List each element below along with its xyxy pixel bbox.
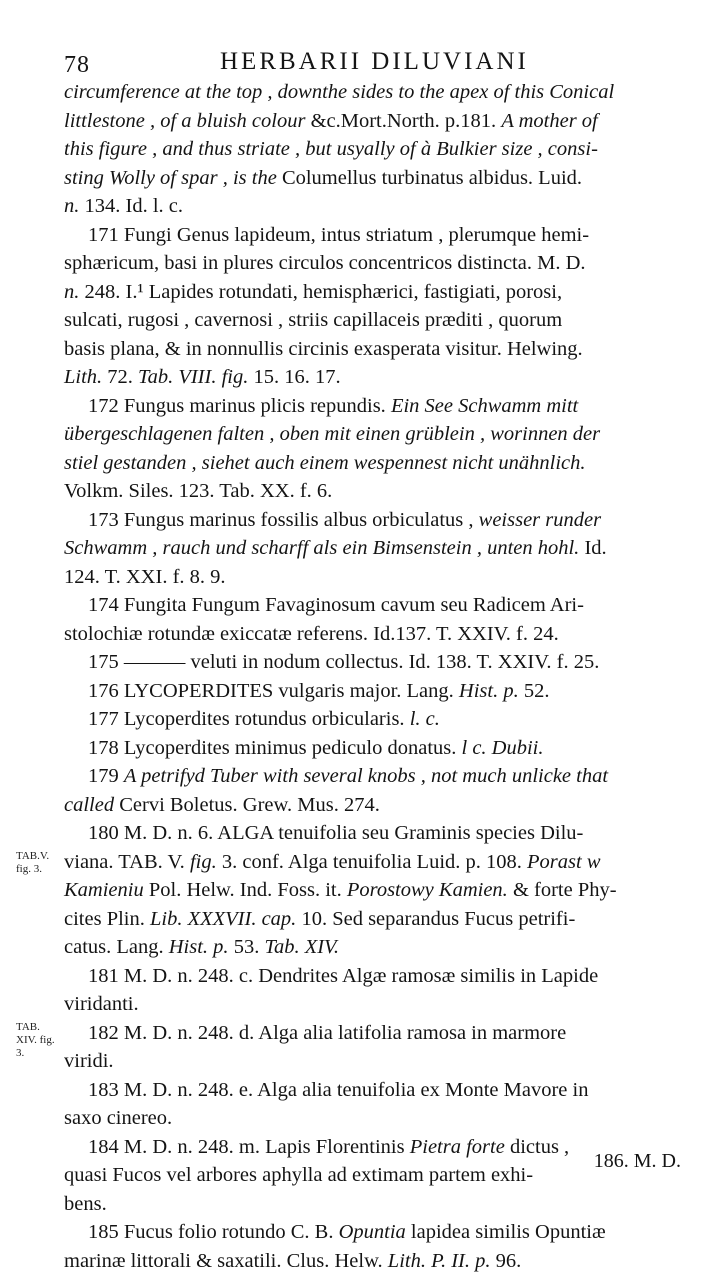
roman-text: 171 Fungi Genus lapideum, intus striatum , plerumque hemi-	[88, 224, 589, 246]
roman-text: 180 M. D. n. 6. ALGA tenuifolia seu Graminis species Dilu-	[88, 822, 583, 844]
text-line	[64, 677, 686, 706]
text-line	[64, 420, 686, 449]
text-line	[64, 249, 686, 278]
text-line	[64, 1247, 686, 1275]
roman-text: basis plana, & in nonnullis circinis exasperata visitur. Helwing.	[64, 338, 583, 360]
text-line	[64, 306, 686, 335]
roman-text: Columellus turbinatus albidus. Luid.	[282, 167, 582, 189]
roman-text: 172 Fungus marinus plicis repundis.	[88, 395, 391, 417]
roman-text: 174 Fungita Fungum Favaginosum cavum seu Radicem Ari-	[88, 594, 584, 616]
roman-text: viridanti.	[64, 993, 139, 1015]
italic-text: weisser runder	[479, 509, 601, 531]
text-line	[64, 164, 686, 193]
roman-text: 183 M. D. n. 248. e. Alga alia tenuifolia ex Monte Mavore in	[88, 1079, 588, 1101]
italic-text: Pietra forte	[410, 1136, 510, 1158]
italic-text: Hist. p.	[459, 680, 524, 702]
text-line	[64, 506, 686, 535]
text-line	[64, 648, 686, 677]
roman-text: 177 Lycoperdites rotundus orbicularis.	[88, 708, 410, 730]
italic-text: Lith. P. II. p.	[388, 1250, 496, 1272]
text-line	[64, 990, 686, 1019]
text-line	[64, 107, 686, 136]
roman-text: 3. conf. Alga tenuifolia Luid. p. 108.	[222, 851, 527, 873]
text-line	[64, 1076, 686, 1105]
roman-text: 179	[88, 765, 124, 787]
italic-text: A mother of	[501, 110, 597, 132]
text-line	[64, 876, 686, 905]
text-line	[64, 1047, 686, 1076]
italic-text: Schwamm , rauch und scharff als ein Bimsenstein , unten hohl.	[64, 537, 584, 559]
roman-text: Volkm. Siles. 123. Tab. XX. f. 6.	[64, 480, 332, 502]
roman-text: 184 M. D. n. 248. m. Lapis Florentinis	[88, 1136, 410, 1158]
italic-text: l. c.	[410, 708, 440, 730]
text-line	[64, 563, 686, 592]
italic-text: Porostowy Kamien.	[347, 879, 513, 901]
roman-text: 53.	[234, 936, 265, 958]
text-line	[64, 449, 686, 478]
margin-note: TAB.V. fig. 3.	[16, 850, 62, 876]
text-line	[64, 392, 686, 421]
text-line	[64, 1161, 686, 1190]
roman-text: 175 ——— veluti in nodum collectus. Id. 138. T. XXIV. f. 25.	[88, 651, 599, 673]
italic-text: n.	[64, 195, 85, 217]
italic-text: übergeschlagenen falten , oben mit einen grüblein , worinnen der	[64, 423, 600, 445]
italic-text: fig.	[190, 851, 222, 873]
text-line	[64, 734, 686, 763]
italic-text: Tab. XIV.	[264, 936, 339, 958]
roman-text: dictus ,	[510, 1136, 569, 1158]
roman-text: marinæ littorali & saxatili. Clus. Helw.	[64, 1250, 388, 1272]
roman-text: Pol. Helw. Ind. Foss. it.	[149, 879, 347, 901]
text-line	[64, 78, 686, 107]
text-line	[64, 192, 686, 221]
text-line	[64, 1133, 686, 1162]
text-line	[64, 534, 686, 563]
roman-text: saxo cinereo.	[64, 1107, 172, 1129]
text-line	[64, 1190, 686, 1219]
page-number: 78	[64, 52, 90, 79]
text-line	[64, 620, 686, 649]
text-line	[64, 477, 686, 506]
text-line	[64, 135, 686, 164]
italic-text: Lib. XXXVII. cap.	[150, 908, 301, 930]
italic-text: littlestone , of a bluish colour	[64, 110, 311, 132]
text-line	[64, 962, 686, 991]
text-line	[64, 1104, 686, 1133]
text-line	[64, 933, 686, 962]
text-line	[64, 335, 686, 364]
text-line	[64, 791, 686, 820]
roman-text: Id.	[584, 537, 606, 559]
text-line	[64, 1218, 686, 1247]
roman-text: 185 Fucus folio rotundo C. B.	[88, 1221, 339, 1243]
italic-text: A petrifyd Tuber with several knobs , not much unlicke that	[124, 765, 608, 787]
roman-text: 52.	[524, 680, 550, 702]
roman-text: 181 M. D. n. 248. c. Dendrites Algæ ramosæ similis in Lapide	[88, 965, 598, 987]
italic-text: called	[64, 794, 119, 816]
margin-note: TAB. XIV. fig. 3.	[16, 1021, 62, 1060]
roman-text: 72.	[107, 366, 138, 388]
roman-text: quasi Fucos vel arbores aphylla ad extimam partem exhi-	[64, 1164, 533, 1186]
text-line	[64, 278, 686, 307]
italic-text: circumference at the top , downthe sides to the apex of this Conical	[64, 81, 614, 103]
roman-text: & forte Phy-	[513, 879, 617, 901]
body-text	[64, 78, 686, 1275]
roman-text: &c.Mort.North. p.181.	[311, 110, 502, 132]
text-line	[64, 819, 686, 848]
text-line	[64, 905, 686, 934]
italic-text: this figure , and thus striate , but usyally of à Bulkier size , consi-	[64, 138, 598, 160]
roman-text: stolochiæ rotundæ exiccatæ referens. Id.137. T. XXIV. f. 24.	[64, 623, 559, 645]
italic-text: Tab. VIII. fig.	[138, 366, 253, 388]
italic-text: Opuntia	[339, 1221, 411, 1243]
italic-text: Lith.	[64, 366, 107, 388]
italic-text: n.	[64, 281, 85, 303]
roman-text: lapidea similis Opuntiæ	[411, 1221, 606, 1243]
page-header	[60, 40, 680, 80]
italic-text: stiel gestanden , siehet auch einem wespennest nicht unähnlich.	[64, 452, 586, 474]
italic-text: Kamieniu	[64, 879, 149, 901]
roman-text: 15. 16. 17.	[253, 366, 340, 388]
italic-text: Hist. p.	[169, 936, 234, 958]
roman-text: sulcati, rugosi , cavernosi , striis capillaceis præditi , quorum	[64, 309, 562, 331]
roman-text: 182 M. D. n. 248. d. Alga alia latifolia ramosa in marmore	[88, 1022, 566, 1044]
text-line	[64, 591, 686, 620]
roman-text: viridi.	[64, 1050, 114, 1072]
roman-text: 124. T. XXI. f. 8. 9.	[64, 566, 226, 588]
italic-text: l c. Dubii.	[462, 737, 544, 759]
roman-text: 248. I.¹ Lapides rotundati, hemisphærici, fastigiati, porosi,	[85, 281, 563, 303]
roman-text: 134. Id. l. c.	[85, 195, 184, 217]
text-line	[64, 848, 686, 877]
roman-text: viana. TAB. V.	[64, 851, 190, 873]
text-line	[64, 1019, 686, 1048]
italic-text: Porast w	[527, 851, 600, 873]
roman-text: 96.	[496, 1250, 522, 1272]
italic-text: Ein See Schwamm mitt	[391, 395, 578, 417]
roman-text: 176 LYCOPERDITES vulgaris major. Lang.	[88, 680, 459, 702]
roman-text: 10. Sed separandus Fucus petrifi-	[301, 908, 575, 930]
running-title: HERBARII DILUVIANI	[220, 48, 529, 76]
text-line	[64, 762, 686, 791]
roman-text: 173 Fungus marinus fossilis albus orbiculatus ,	[88, 509, 479, 531]
roman-text: Cervi Boletus. Grew. Mus. 274.	[119, 794, 380, 816]
italic-text: sting Wolly of spar , is the	[64, 167, 282, 189]
text-line	[64, 705, 686, 734]
roman-text: bens.	[64, 1193, 107, 1215]
roman-text: 178 Lycoperdites minimus pediculo donatus.	[88, 737, 462, 759]
catchword: 186. M. D.	[594, 1150, 681, 1173]
roman-text: catus. Lang.	[64, 936, 169, 958]
roman-text: cites Plin.	[64, 908, 150, 930]
text-line	[64, 363, 686, 392]
roman-text: sphæricum, basi in plures circulos concentricos distincta. M. D.	[64, 252, 586, 274]
text-line	[64, 221, 686, 250]
